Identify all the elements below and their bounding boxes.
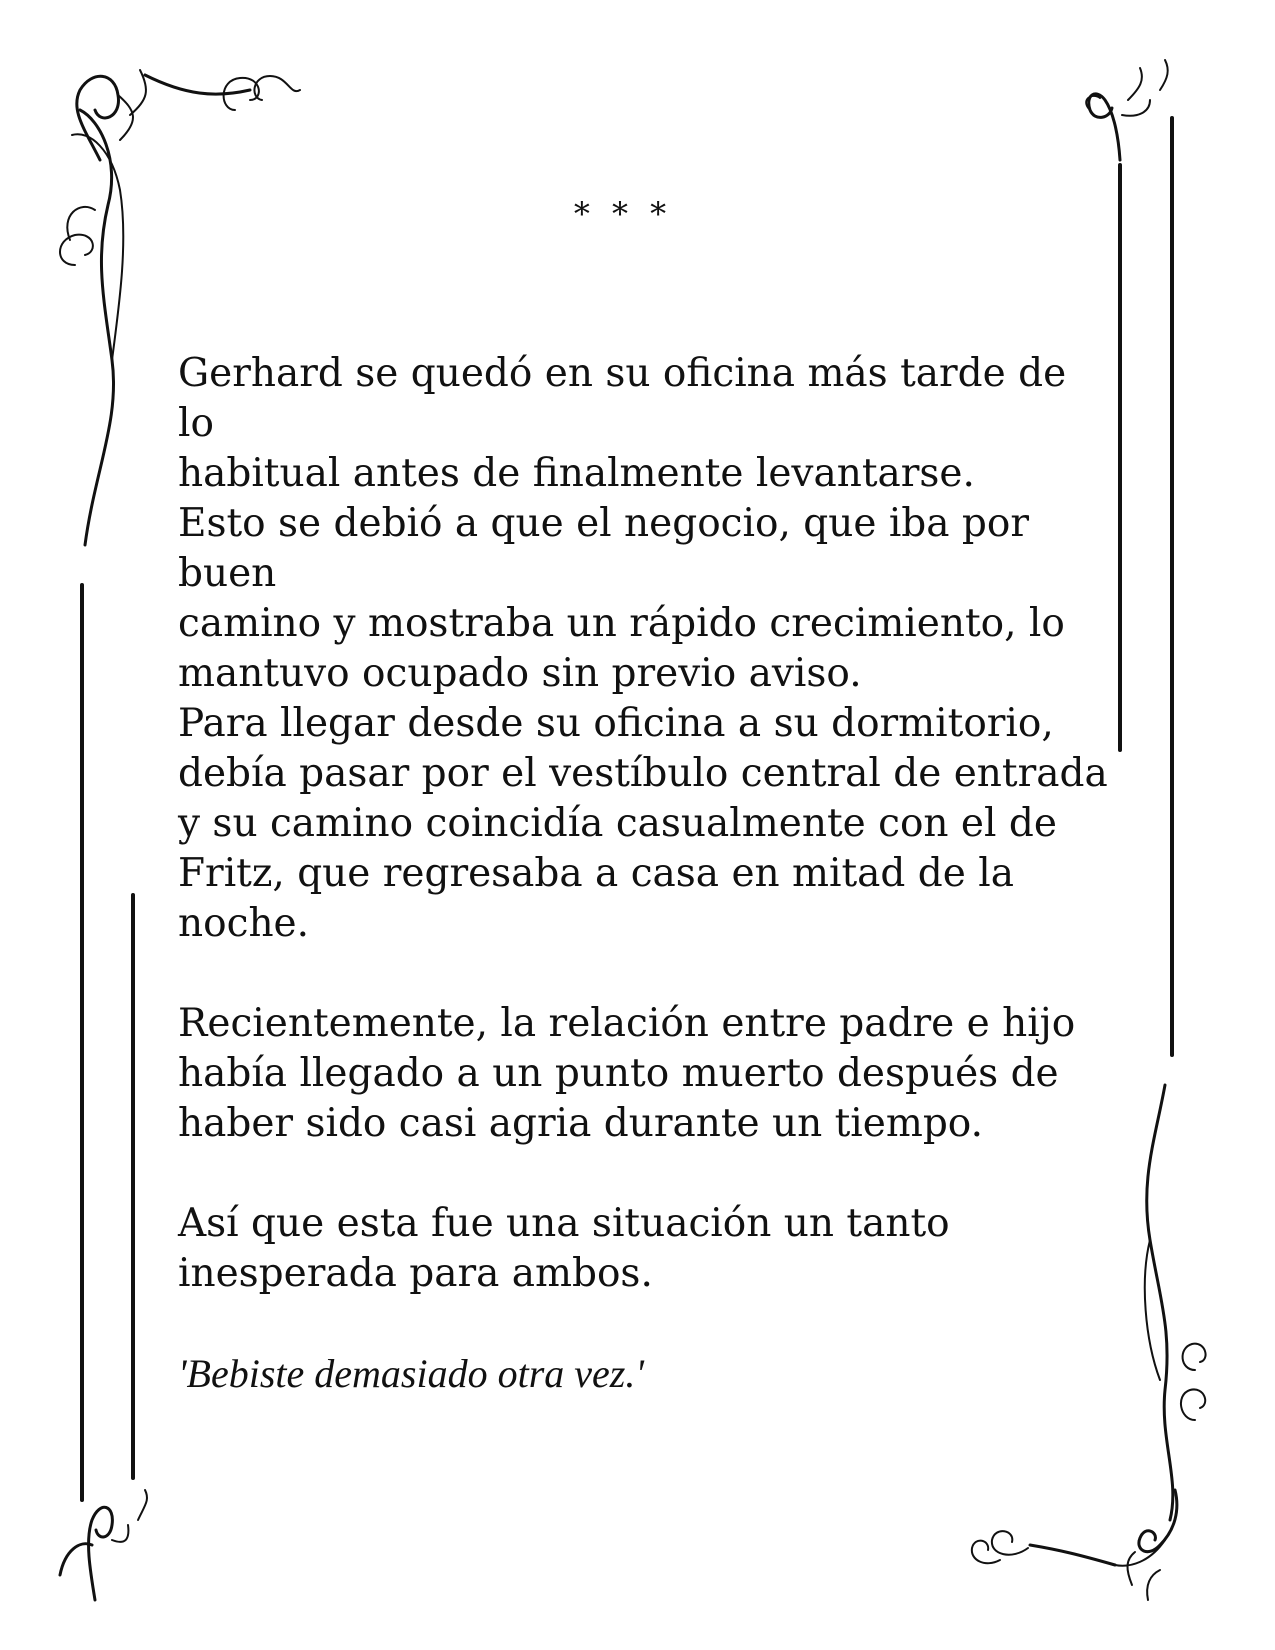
scene-separator: * * *: [573, 195, 673, 233]
page-text: [178, 0, 1108, 1650]
paragraph-2: Esto se debió a que el negocio, que iba por buen camino y mostraba un rápido crecimiento, lo mantuvo ocupado sin previo aviso.: [178, 501, 1065, 696]
dialogue-line: 'Bebiste demasiado otra vez.': [178, 1351, 644, 1396]
bottom-left-flourish-icon: [60, 1490, 147, 1600]
paragraph-3: Para llegar desde su oficina a su dormitorio, debía pasar por el vestíbulo central de entrada y su camino coincidía casualmente con el de Fritz, que regresaba a casa en mitad de la noche.: [178, 701, 1108, 946]
paragraph-5: Así que esta fue una situación un tanto inesperada para ambos.: [178, 1201, 950, 1296]
paragraph-1: Gerhard se quedó en su oficina más tarde de lo habitual antes de finalmente levantarse.: [178, 351, 1067, 496]
paragraph-4: Recientemente, la relación entre padre e hijo había llegado a un punto muerto después de haber sido casi agria durante un tiempo.: [178, 1001, 1076, 1146]
